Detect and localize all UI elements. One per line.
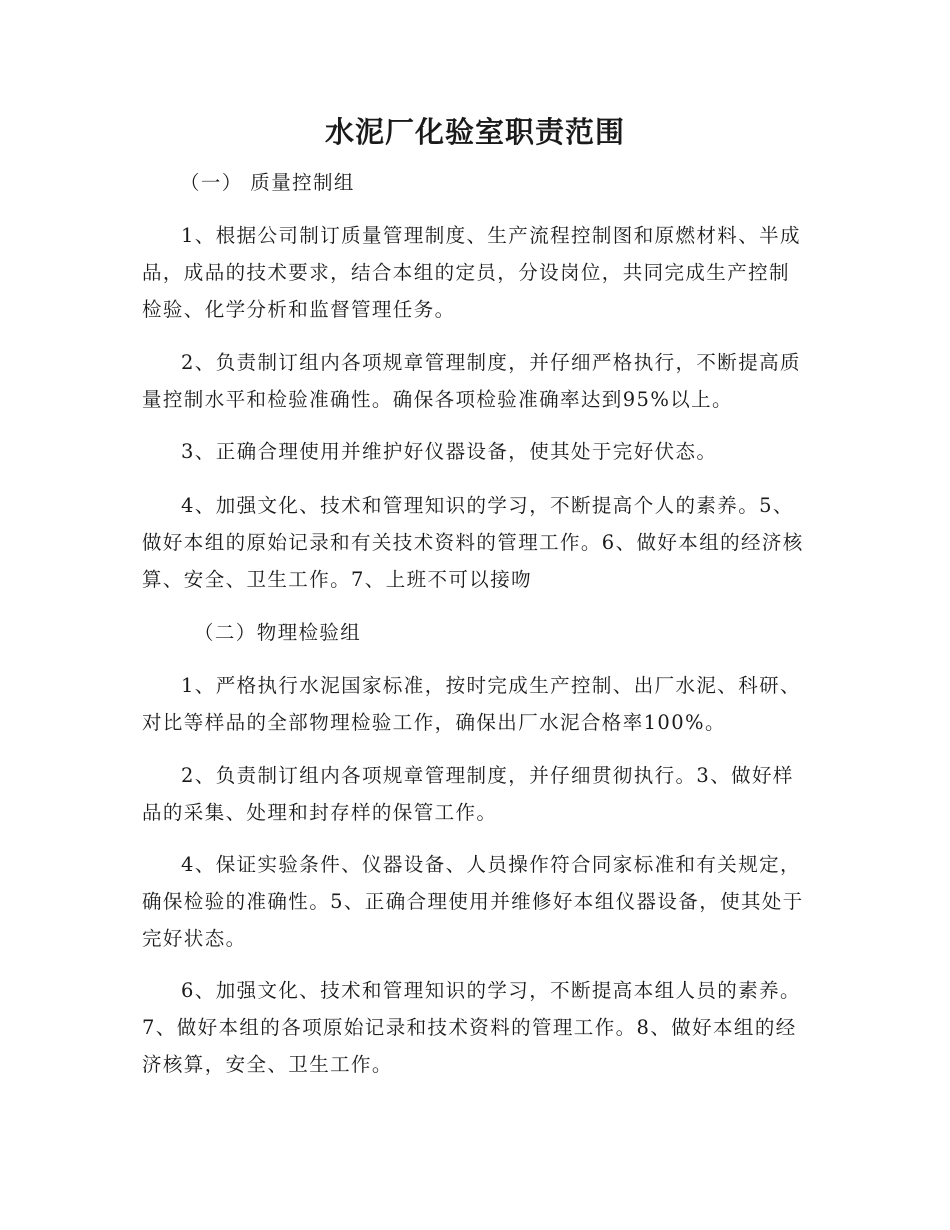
paragraph: 4、保证实验条件、仪器设备、人员操作符合同家标准和有关规定，确保检验的准确性。5、正确合理使用并维修好本组仪器设备，使其处于完好状态。 bbox=[142, 853, 804, 950]
paragraph: 2、负责制订组内各项规章管理制度，并仔细严格执行，不断提高质量控制水平和检验准确性。确保各项检验准确率达到95%以上。 bbox=[142, 351, 801, 411]
paragraph: 3、正确合理使用并维护好仪器设备，使其处于完好伏态。 bbox=[181, 440, 718, 463]
paragraph: 1、根据公司制订质量管理制度、生产流程控制图和原燃材料、半成品，成品的技术要求，结合本组的定员，分设岗位，共同完成生产控制检验、化学分析和监督管理任务。 bbox=[142, 224, 801, 321]
paragraph: 1、严格执行水泥国家标准，按时完成生产控制、出厂水泥、科研、对比等样品的全部物理检验工作，确保出厂水泥合格率100%。 bbox=[142, 674, 801, 734]
document-title: 水泥厂化验室职责范围 bbox=[324, 115, 625, 149]
paragraph: 2、负责制订组内各项规章管理制度，并仔细贯彻执行。3、做好样品的采集、处理和封存样的保管工作。 bbox=[142, 764, 794, 824]
section-heading-quality-control: （一） 质量控制组 bbox=[180, 171, 355, 194]
section-heading-physical-testing: （二）物理检验组 bbox=[194, 621, 362, 644]
paragraph: 6、加强文化、技术和管理知识的学习，不断提高本组人员的素养。7、做好本组的各项原始记录和技术资料的管理工作。8、做好本组的经济核算，安全、卫生工作。 bbox=[142, 979, 801, 1076]
paragraph: 4、加强文化、技术和管理知识的学习，不断提高个人的素养。5、做好本组的原始记录和有关技术资料的管理工作。6、做好本组的经济核算、安全、卫生工作。7、上班不可以接吻 bbox=[142, 494, 804, 591]
